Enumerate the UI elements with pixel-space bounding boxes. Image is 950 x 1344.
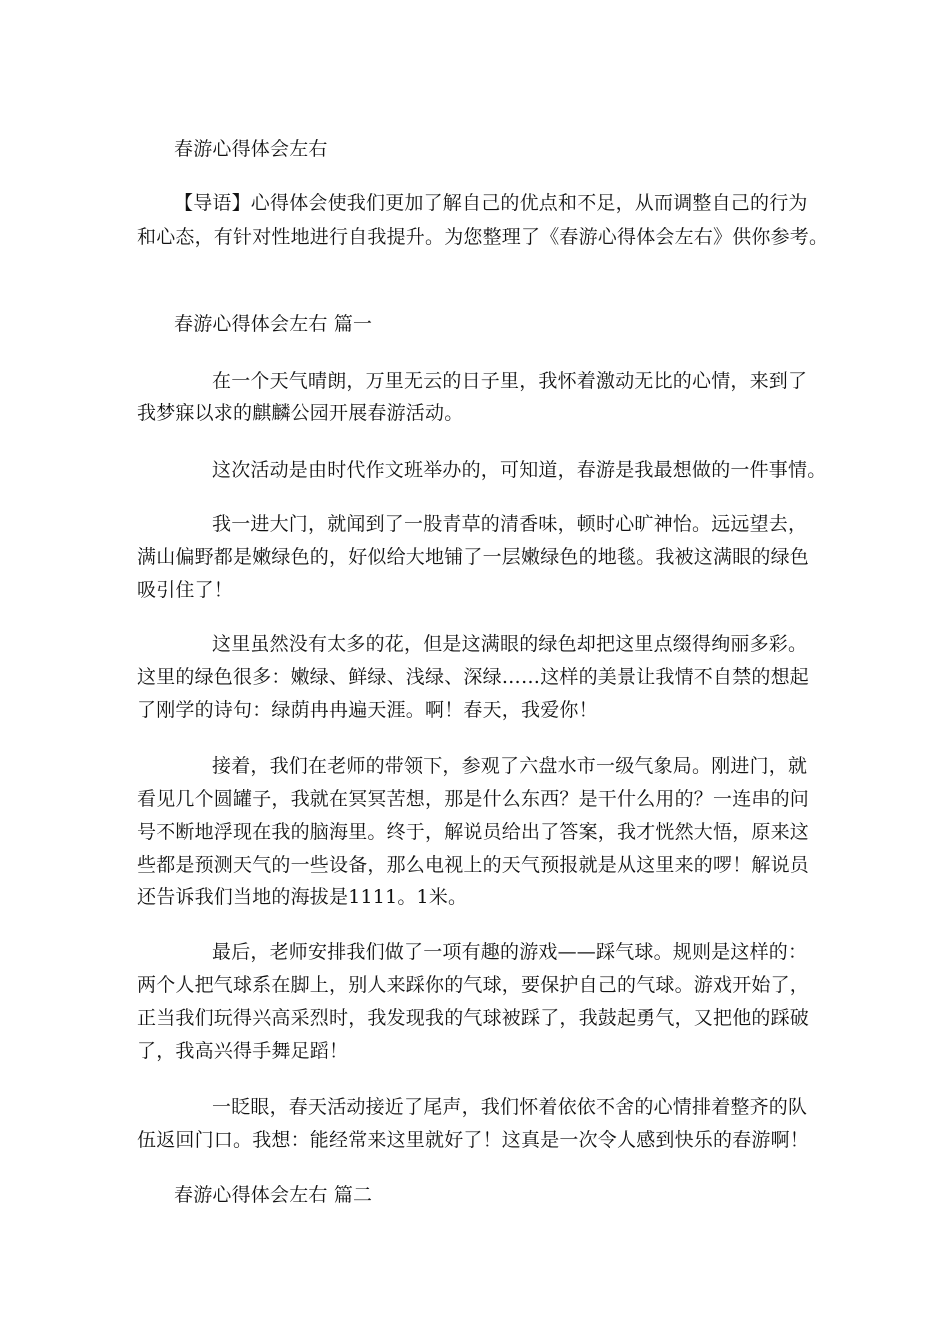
- paragraph-line: 两个人把气球系在脚上，别人来踩你的气球，要保护自己的气球。游戏开始了，: [137, 974, 810, 996]
- paragraph-line: 些都是预测天气的一些设备，那么电视上的天气预报就是从这里来的啰！解说员: [137, 854, 810, 876]
- paragraph-line: 满山偏野都是嫩绿色的，好似给大地铺了一层嫩绿色的地毯。我被这满眼的绿色: [137, 546, 810, 568]
- paragraph-line: 在一个天气晴朗，万里无云的日子里，我怀着激动无比的心情，来到了: [212, 370, 808, 392]
- paragraph-line: 了刚学的诗句：绿荫冉冉遍天涯。啊！春天，我爱你！: [137, 699, 598, 721]
- paragraph-line: 这里虽然没有太多的花，但是这满眼的绿色却把这里点缀得绚丽多彩。: [212, 633, 808, 655]
- section-heading-1: 春游心得体会左右 篇一: [174, 313, 373, 335]
- intro-line-1: 【导语】心得体会使我们更加了解自己的优点和不足，从而调整自己的行为: [174, 192, 808, 214]
- paragraph-line: 看见几个圆罐子，我就在冥冥苦想，那是什么东西？是干什么用的？一连串的问: [137, 788, 810, 810]
- section-heading-2: 春游心得体会左右 篇二: [174, 1184, 373, 1206]
- paragraph-line: 号不断地浮现在我的脑海里。终于，解说员给出了答案，我才恍然大悟，原来这: [137, 821, 810, 843]
- paragraph-line: 吸引住了！: [137, 579, 234, 601]
- paragraph-line: 这里的绿色很多：嫩绿、鲜绿、浅绿、深绿……这样的美景让我情不自禁的想起: [137, 666, 810, 688]
- paragraph-line: 正当我们玩得兴高采烈时，我发现我的气球被踩了，我鼓起勇气，又把他的踩破: [137, 1007, 810, 1029]
- paragraph-line: 一眨眼，春天活动接近了尾声，我们怀着依依不舍的心情排着整齐的队: [212, 1096, 808, 1118]
- paragraph-line: 最后，老师安排我们做了一项有趣的游戏——踩气球。规则是这样的：: [212, 941, 808, 963]
- paragraph-line: 还告诉我们当地的海拔是1111。1米。: [137, 886, 468, 908]
- paragraph-line: 这次活动是由时代作文班举办的，可知道，春游是我最想做的一件事情。: [212, 459, 827, 481]
- paragraph-line: 我梦寐以求的麒麟公园开展春游活动。: [137, 402, 464, 424]
- paragraph-line: 了，我高兴得手舞足蹈！: [137, 1040, 349, 1062]
- paragraph-line: 伍返回门口。我想：能经常来这里就好了！这真是一次令人感到快乐的春游啊！: [137, 1129, 810, 1151]
- paragraph-line: 接着，我们在老师的带领下，参观了六盘水市一级气象局。刚进门，就: [212, 755, 808, 777]
- paragraph-line: 我一进大门，就闻到了一股青草的清香味，顿时心旷神怡。远远望去，: [212, 513, 808, 535]
- intro-line-2: 和心态，有针对性地进行自我提升。为您整理了《春游心得体会左右》供你参考。: [137, 226, 829, 248]
- document-title: 春游心得体会左右: [174, 138, 328, 160]
